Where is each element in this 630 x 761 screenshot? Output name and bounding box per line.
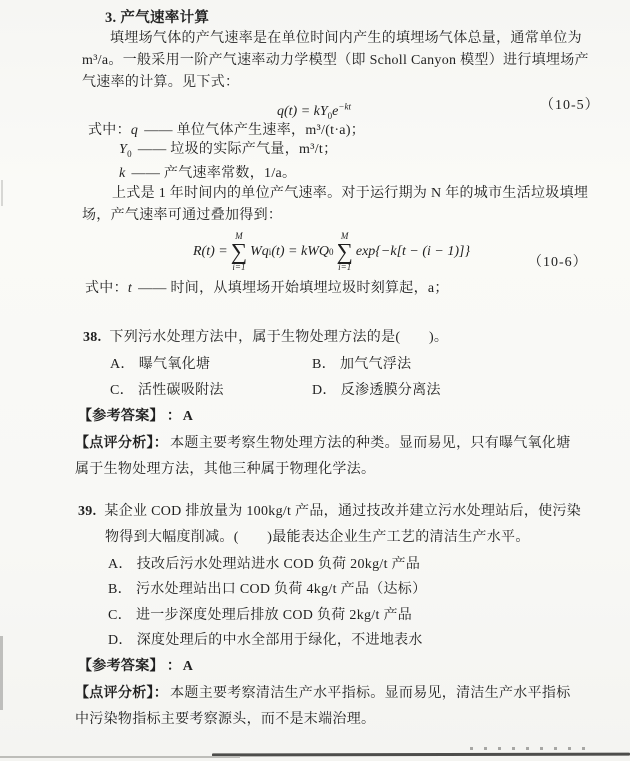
analysis-line-2: 中污染物指标主要考察源头，而不是末端治理。	[75, 711, 376, 727]
question-39-analysis	[75, 681, 600, 733]
option-d: D． 深度处理后的中水全部用于绿化，不进地表水	[108, 633, 423, 649]
symbol-t: t	[127, 280, 133, 296]
page-bottom-scan-edge	[212, 753, 630, 757]
scan-left-edge-artifact	[1, 180, 3, 206]
equation-number-10-6: （10-6）	[528, 254, 588, 270]
intro-line-3: 气速率的计算。见下式：	[82, 75, 240, 90]
para2-line-2: 场，产气速率可通过叠加得到：	[82, 207, 283, 223]
formula-10-5-legend	[0, 121, 630, 183]
summation-symbol: M ∑ i=1	[336, 231, 353, 273]
option-a: A． 曝气氧化塘	[110, 356, 211, 372]
legend-line-q	[88, 121, 630, 140]
question-39-text-line-2: 物得到大幅度削减。( )最能表达企业生产工艺的清洁生产水平。	[105, 529, 530, 545]
symbol-q: q	[130, 123, 139, 138]
scan-noise-marks	[470, 747, 590, 750]
option-b: B． 加气气浮法	[312, 356, 412, 372]
question-38-number: 38.	[83, 329, 102, 345]
question-38-stem	[83, 327, 630, 349]
legend-line-y0: $Y_0$ —— 垃圾的实际产气量，m³/t；	[119, 142, 338, 159]
intro-line-1: 填埋场气体的产气速率是在单位时间内产生的填埋场气体总量，通常单位为	[110, 31, 582, 46]
question-38-answer	[78, 406, 630, 428]
answer-value: ：A	[166, 408, 195, 424]
question-39-number: 39.	[78, 503, 97, 519]
formula-10-5-expression: $q(t) = kY_0e^{-kt}$	[277, 101, 351, 121]
summation-symbol: M ∑ i=1	[230, 231, 248, 273]
question-38-text: 下列污水处理方法中，属于生物处理方法的是( )。	[109, 329, 449, 345]
option-b: B． 污水处理站出口 COD 负荷 4kg/t 产品（达标）	[108, 582, 427, 598]
analysis-label: 【点评分析】：	[75, 685, 169, 701]
question-38-analysis	[75, 431, 600, 483]
question-39-text-line-1: 某企业 COD 排放量为 100kg/t 产品，通过技改并建立污水处理站后，使污染	[104, 503, 582, 519]
answer-label: 【参考答案】	[78, 408, 157, 424]
symbol-q-desc: —— 单位气体产生速率，m³/(t·a)；	[144, 123, 366, 138]
symbol-k-desc: —— 产气速率常数，1/a。	[131, 165, 297, 181]
symbol-y0-desc: —— 垃圾的实际产气量，m³/t；	[137, 142, 338, 157]
para2-line-1: 上式是 1 年时间内的单位产气速率。对于运行期为 N 年的城市生活垃圾填埋	[112, 185, 589, 201]
symbol-k: k	[119, 165, 126, 181]
legend-intro: 式中：	[85, 280, 128, 296]
page-bottom-scan-edge-faint	[0, 756, 240, 758]
formula-10-6	[0, 229, 630, 275]
option-c: C． 进一步深度处理后排放 COD 负荷 2kg/t 产品	[108, 607, 413, 623]
section-heading: 3. 产气速率计算	[105, 10, 210, 26]
analysis-line-1: 【点评分析】： 本题主要考察生物处理方法的种类。显而易见，只有曝气氧化塘	[75, 435, 571, 451]
symbol-y0: Y	[119, 142, 128, 157]
legend-intro: 式中：	[88, 123, 131, 138]
formula-10-6-expression: R(t) = M ∑ i=1 Wq i (t) = kWQ 0 M ∑ i=1 exp{−k[t − (i − 1)]}	[193, 231, 471, 273]
question-39-options	[108, 552, 630, 654]
formula-10-5	[0, 94, 630, 121]
answer-label: 【参考答案】	[78, 658, 157, 674]
analysis-line-1: 【点评分析】： 本题主要考察清洁生产水平指标。显而易见，清洁生产水平指标	[75, 685, 571, 701]
option-c: C． 活性碳吸附法	[110, 382, 224, 398]
intro-line-2: m³/a。一般采用一阶产气速率动力学模型（即 Scholl Canyon 模型）进行填埋场产	[82, 53, 589, 68]
analysis-line-2: 属于生物处理方法，其他三种属于物理化学法。	[75, 461, 376, 477]
question-39-stem	[78, 499, 600, 551]
option-d: D． 反渗透膜分离法	[312, 382, 441, 398]
scan-left-edge-artifact	[0, 636, 3, 710]
question-38-options	[110, 352, 630, 404]
analysis-label: 【点评分析】：	[75, 435, 169, 451]
symbol-t-desc: —— 时间，从填埋场开始填埋垃圾时刻算起，a；	[138, 280, 449, 296]
legend-line-k	[119, 164, 630, 183]
question-39-answer	[78, 656, 630, 678]
answer-value: ：A	[166, 658, 195, 674]
option-a: A． 技改后污水处理站进水 COD 负荷 20kg/t 产品	[108, 556, 421, 572]
equation-number-10-5: （10-5）	[540, 98, 600, 113]
